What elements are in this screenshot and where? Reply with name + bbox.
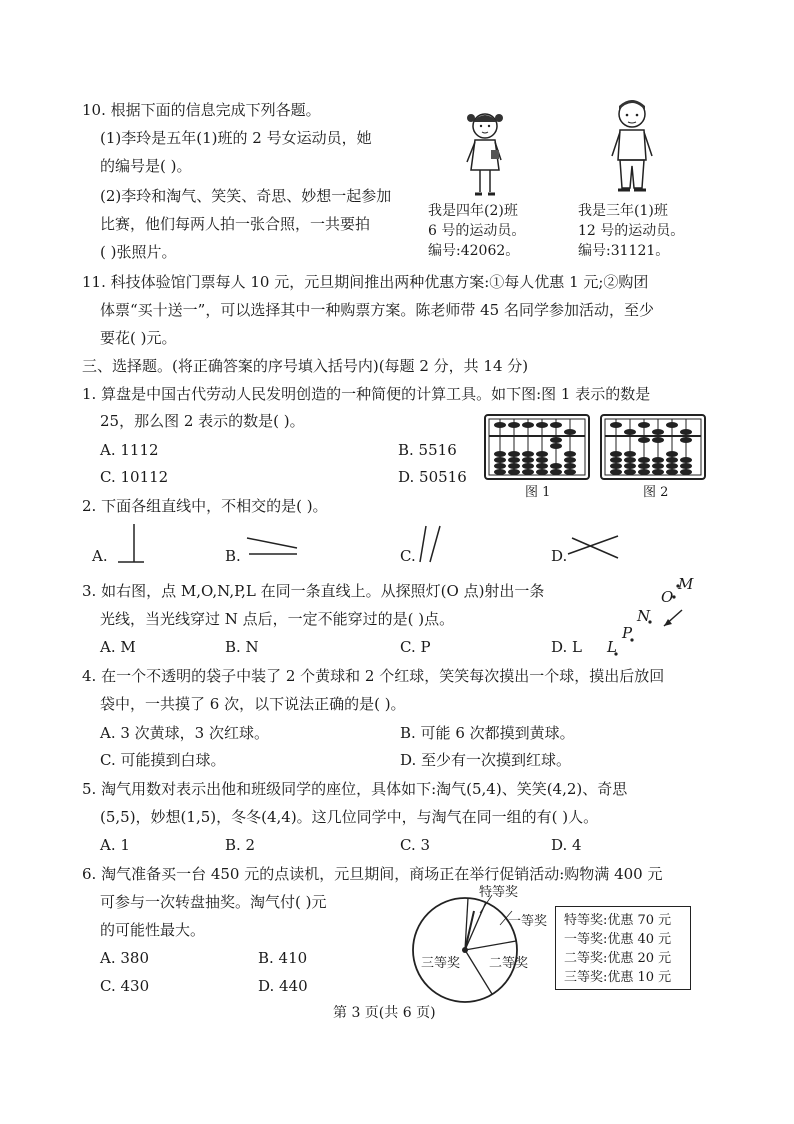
prize-row-second: 二等奖:优惠 20 元	[564, 951, 672, 966]
c3-line2: 光线，当光线穿过 N 点后，一定不能穿过的是( )点。	[100, 610, 455, 628]
q11-line1: 11. 科技体验馆门票每人 10 元，元旦期间推出两种优惠方案:①每人优惠 1 元;②购团	[82, 273, 649, 291]
boy-caption-2: 12 号的运动员。	[578, 223, 685, 239]
q10-part2-line1: (2)李玲和淘气、笑笑、奇思、妙想一起参加	[100, 187, 392, 205]
c3-line1: 3. 如右图，点 M,O,N,P,L 在同一条直线上。从探照灯(O 点)射出一条	[82, 582, 545, 600]
wheel-first-label: 一等奖	[508, 914, 548, 929]
c6-option-c: C. 430	[100, 977, 150, 995]
point-p-label: P	[622, 624, 633, 642]
prize-table	[555, 906, 691, 990]
c3-option-c: C. P	[400, 638, 431, 656]
c1-option-d: D. 50516	[398, 468, 467, 486]
q10-part1-line1: (1)李玲是五年(1)班的 2 号女运动员，她	[100, 129, 372, 147]
prize-row-first: 一等奖:优惠 40 元	[564, 932, 672, 947]
c5-option-c: C. 3	[400, 836, 431, 854]
q10-title: 10. 根据下面的信息完成下列各题。	[82, 101, 321, 119]
wheel-second-label: 二等奖	[489, 956, 529, 971]
prize-wheel	[408, 893, 522, 1007]
point-n-label: N	[637, 607, 651, 625]
c2-figure-c	[418, 522, 448, 566]
c5-line2: (5,5)，妙想(1,5)，冬冬(4,4)。这几位同学中，与淘气在同一组的有( )人。	[100, 808, 599, 826]
c4-option-a: A. 3 次黄球，3 次红球。	[100, 724, 269, 742]
q11-line3: 要花( )元。	[100, 329, 177, 347]
c5-option-d: D. 4	[551, 836, 582, 854]
page-footer: 第 3 页(共 6 页)	[333, 1005, 436, 1021]
c2-option-c: C.	[400, 547, 416, 565]
c1-option-c: C. 10112	[100, 468, 169, 486]
c1-line1: 1. 算盘是中国古代劳动人民发明创造的一种简便的计算工具。如下图:图 1 表示的数是	[82, 385, 651, 403]
c6-option-d: D. 440	[258, 977, 308, 995]
c6-option-b: B. 410	[258, 949, 308, 967]
wheel-special-label: 特等奖	[479, 885, 519, 900]
c2-figure-d	[566, 530, 622, 564]
c2-figure-a	[116, 522, 146, 566]
c5-line1: 5. 淘气用数对表示出他和班级同学的座位，具体如下:淘气(5,4)、笑笑(4,2)、奇思	[82, 780, 628, 798]
c4-option-d: D. 至少有一次摸到红球。	[400, 751, 572, 769]
c3-option-b: B. N	[225, 638, 259, 656]
c1-line2: 25，那么图 2 表示的数是( )。	[100, 412, 305, 430]
boy-illustration	[600, 96, 664, 196]
abacus-figure-1	[484, 414, 590, 480]
point-o-label: O	[661, 588, 674, 606]
abacus-fig2-label: 图 2	[643, 485, 669, 500]
c6-line1: 6. 淘气准备买一台 450 元的点读机，元旦期间，商场正在举行促销活动:购物满 400 元	[82, 865, 663, 883]
c4-line2: 袋中，一共摸了 6 次，以下说法正确的是( )。	[100, 695, 406, 713]
q10-part2-line3: ( )张照片。	[100, 243, 177, 261]
c4-option-c: C. 可能摸到白球。	[100, 751, 226, 769]
abacus-figure-2	[600, 414, 706, 480]
c2-option-a: A.	[92, 547, 108, 565]
q10-part1-line2: 的编号是( )。	[100, 157, 192, 175]
q11-line2: 体票“买十送一”，可以选择其中一种购票方案。陈老师带 45 名同学参加活动，至少	[100, 301, 654, 319]
point-m-label: M	[678, 575, 694, 593]
c5-option-b: B. 2	[225, 836, 256, 854]
c1-option-b: B. 5516	[398, 441, 457, 459]
abacus-fig1-label: 图 1	[525, 485, 551, 500]
c4-line1: 4. 在一个不透明的袋子中装了 2 个黄球和 2 个红球，笑笑每次摸出一个球，摸出后放回	[82, 667, 665, 685]
c2-figure-b	[245, 530, 305, 560]
girl-caption-2: 6 号的运动员。	[428, 223, 526, 239]
c6-option-a: A. 380	[100, 949, 149, 967]
girl-caption-1: 我是四年(2)班	[428, 203, 518, 219]
c5-option-a: A. 1	[100, 836, 130, 854]
c4-option-b: B. 可能 6 次都摸到黄球。	[400, 724, 575, 742]
c2-option-d: D.	[551, 547, 568, 565]
wheel-third-label: 三等奖	[421, 956, 461, 971]
c3-option-d: D. L	[551, 638, 582, 656]
section-3-heading: 三、选择题。(将正确答案的序号填入括号内)(每题 2 分，共 14 分)	[82, 357, 529, 375]
q10-part2-line2: 比赛，他们每两人拍一张合照，一共要拍	[100, 215, 371, 233]
c2-line1: 2. 下面各组直线中，不相交的是( )。	[82, 497, 328, 515]
point-l-label: L	[607, 638, 617, 656]
girl-caption-3: 编号:42062。	[428, 243, 520, 259]
c6-line2: 可参与一次转盘抽奖。淘气付( )元	[100, 893, 327, 911]
boy-caption-1: 我是三年(1)班	[578, 203, 668, 219]
c3-option-a: A. M	[100, 638, 136, 656]
prize-row-special: 特等奖:优惠 70 元	[564, 913, 672, 928]
c1-option-a: A. 1112	[100, 441, 159, 459]
girl-illustration	[455, 108, 515, 200]
c6-line3: 的可能性最大。	[100, 921, 206, 939]
c2-option-b: B.	[225, 547, 241, 565]
boy-caption-3: 编号:31121。	[578, 243, 670, 259]
prize-row-third: 三等奖:优惠 10 元	[564, 970, 672, 985]
